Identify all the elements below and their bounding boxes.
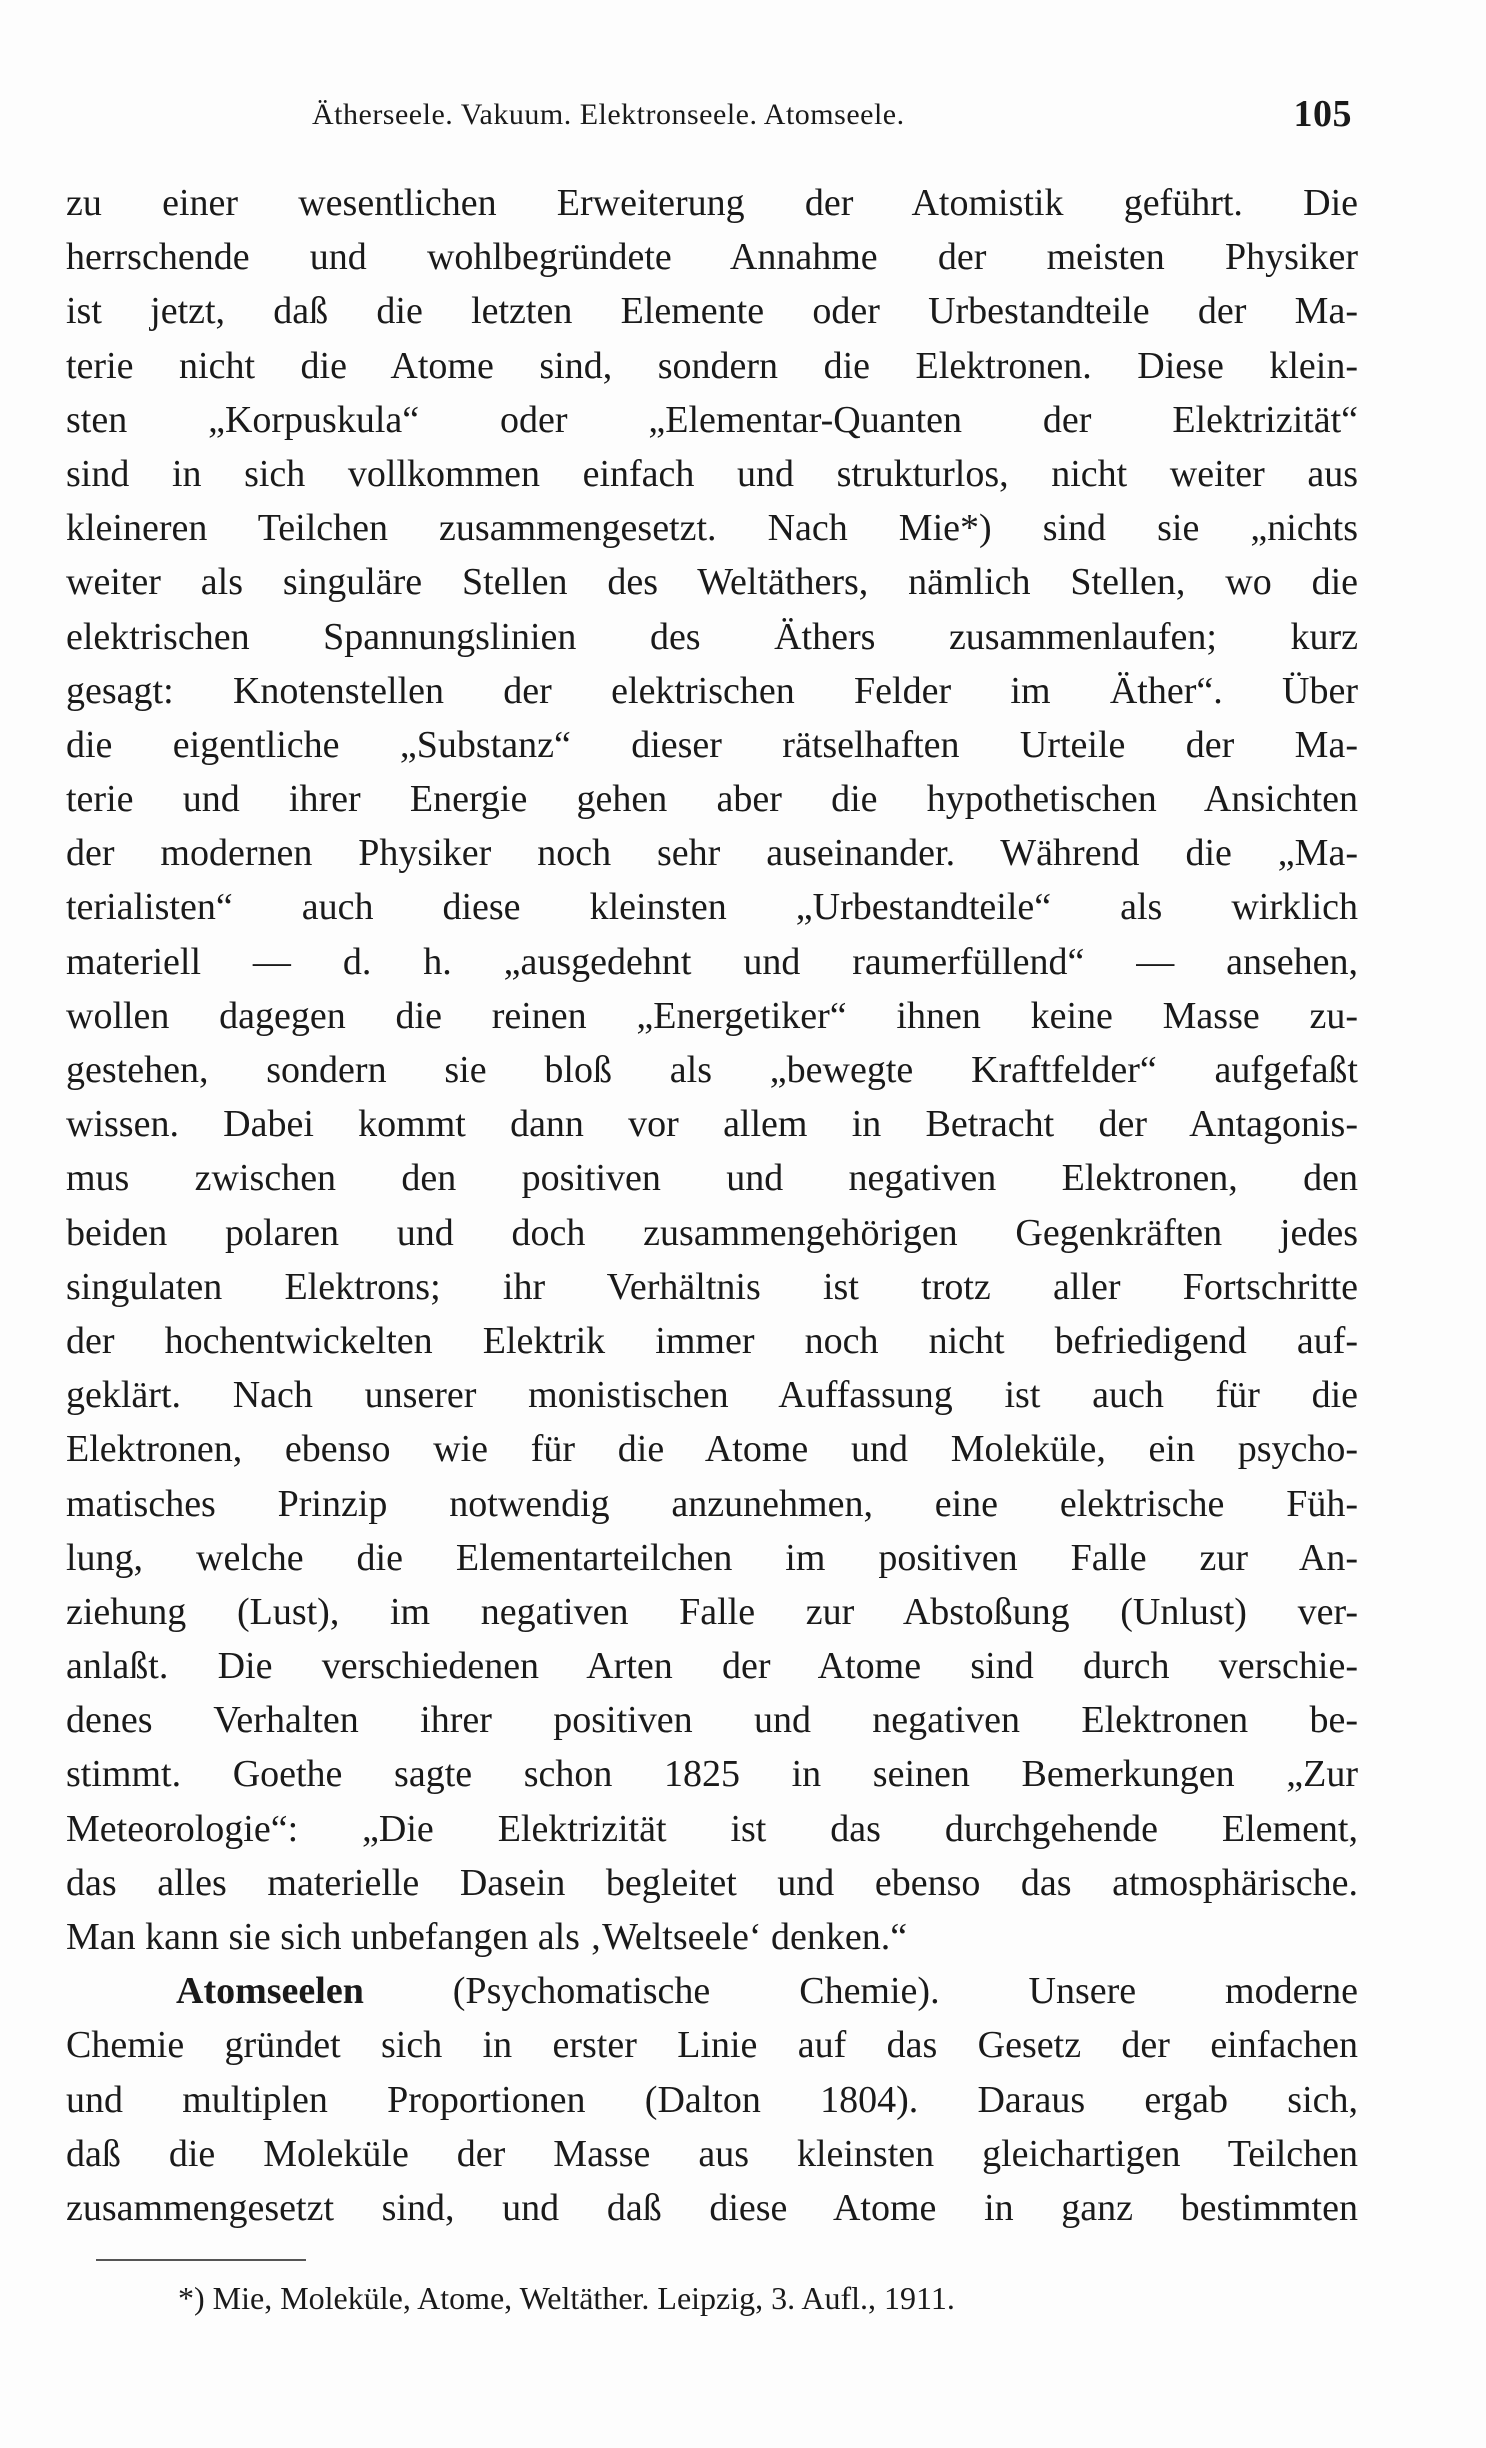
- text-line: sten „Korpuskula“ oder „Elementar-Quanten der Elektrizität“: [66, 398, 1358, 441]
- text-line: wollen dagegen die reinen „Energetiker“ ihnen keine Masse zu-: [66, 994, 1358, 1037]
- text-line: denes Verhalten ihrer positiven und negativen Elektronen be-: [66, 1699, 1358, 1742]
- running-head: [312, 92, 1368, 140]
- text-line: materiell — d. h. „ausgedehnt und raumerfüllend“ — ansehen,: [66, 940, 1358, 983]
- text-line: zusammengesetzt sind, und daß diese Atome in ganz bestimmten: [66, 2186, 1358, 2229]
- text-line: weiter als singuläre Stellen des Weltäthers, nämlich Stellen, wo die: [66, 561, 1358, 604]
- text-line: die eigentliche „Substanz“ dieser rätselhaften Urteile der Ma-: [66, 723, 1358, 766]
- text-line: elektrischen Spannungslinien des Äthers zusammenlaufen; kurz: [66, 615, 1358, 658]
- section-first-line: [66, 1964, 1358, 2018]
- text-line: singulaten Elektrons; ihr Verhältnis ist trotz aller Fortschritte: [66, 1265, 1358, 1308]
- text-line: der hochentwickelten Elektrik immer noch nicht befriedigend auf-: [66, 1319, 1358, 1362]
- text-line: zu einer wesentlichen Erweiterung der Atomistik geführt. Die: [66, 182, 1358, 224]
- page-number: 105: [1293, 93, 1352, 135]
- text-line: matisches Prinzip notwendig anzunehmen, eine elektrische Füh-: [66, 1482, 1358, 1525]
- text-line: geklärt. Nach unserer monistischen Auffassung ist auch für die: [66, 1374, 1358, 1417]
- text-line: wissen. Dabei kommt dann vor allem in Betracht der Antagonis-: [66, 1103, 1358, 1146]
- text-line: terie und ihrer Energie gehen aber die hypothetischen Ansichten: [66, 778, 1358, 821]
- body-text: [66, 176, 1358, 2235]
- text-line: und multiplen Proportionen (Dalton 1804). Daraus ergab sich,: [66, 2078, 1358, 2121]
- text-line: ist jetzt, daß die letzten Elemente oder Urbestandteile der Ma-: [66, 290, 1358, 333]
- running-title: Ätherseele. Vakuum. Elektronseele. Atomseele.: [312, 98, 905, 131]
- text-line: gesagt: Knotenstellen der elektrischen Felder im Äther“. Über: [66, 669, 1358, 712]
- text-line: sind in sich vollkommen einfach und strukturlos, nicht weiter aus: [66, 452, 1358, 495]
- text-line: Man kann sie sich unbefangen als ‚Weltseele‘ denken.“: [66, 1916, 908, 1958]
- text-line: daß die Moleküle der Masse aus kleinsten gleichartigen Teilchen: [66, 2132, 1358, 2175]
- text-line: lung, welche die Elementarteilchen im positiven Falle zur An-: [66, 1536, 1358, 1579]
- text-line: der modernen Physiker noch sehr auseinander. Während die „Ma-: [66, 832, 1358, 875]
- text-line: kleineren Teilchen zusammengesetzt. Nach Mie*) sind sie „nichts: [66, 507, 1358, 550]
- text-line: terialisten“ auch diese kleinsten „Urbestandteile“ als wirklich: [66, 886, 1358, 929]
- footnote-divider: [96, 2259, 306, 2261]
- text-line: ziehung (Lust), im negativen Falle zur Abstoßung (Unlust) ver-: [66, 1590, 1358, 1633]
- text-line: mus zwischen den positiven und negativen Elektronen, den: [66, 1157, 1358, 1200]
- section-lead: Atomseelen: [176, 1970, 364, 2013]
- text-line: Elektronen, ebenso wie für die Atome und Moleküle, ein psycho-: [66, 1428, 1358, 1471]
- text-line: Chemie gründet sich in erster Linie auf das Gesetz der einfachen: [66, 2024, 1358, 2067]
- text-line: beiden polaren und doch zusammengehörigen Gegenkräften jedes: [66, 1211, 1358, 1254]
- text-line: das alles materielle Dasein begleitet und ebenso das atmosphärische.: [66, 1861, 1358, 1904]
- text-line: herrschende und wohlbegründete Annahme der meisten Physiker: [66, 236, 1358, 279]
- text-line: Meteorologie“: „Die Elektrizität ist das durchgehende Element,: [66, 1807, 1358, 1850]
- text-line: stimmt. Goethe sagte schon 1825 in seinen Bemerkungen „Zur: [66, 1753, 1358, 1796]
- text-line: anlaßt. Die verschiedenen Arten der Atome sind durch verschie-: [66, 1645, 1358, 1688]
- section-line-text: (Psychomatische Chemie). Unsere moderne: [452, 1970, 1358, 2013]
- text-line: gestehen, sondern sie bloß als „bewegte Kraftfelder“ aufgefaßt: [66, 1049, 1358, 1091]
- text-line: terie nicht die Atome sind, sondern die Elektronen. Diese klein-: [66, 344, 1358, 387]
- footnote: *) Mie, Moleküle, Atome, Weltäther. Leipzig, 3. Aufl., 1911.: [178, 2280, 955, 2316]
